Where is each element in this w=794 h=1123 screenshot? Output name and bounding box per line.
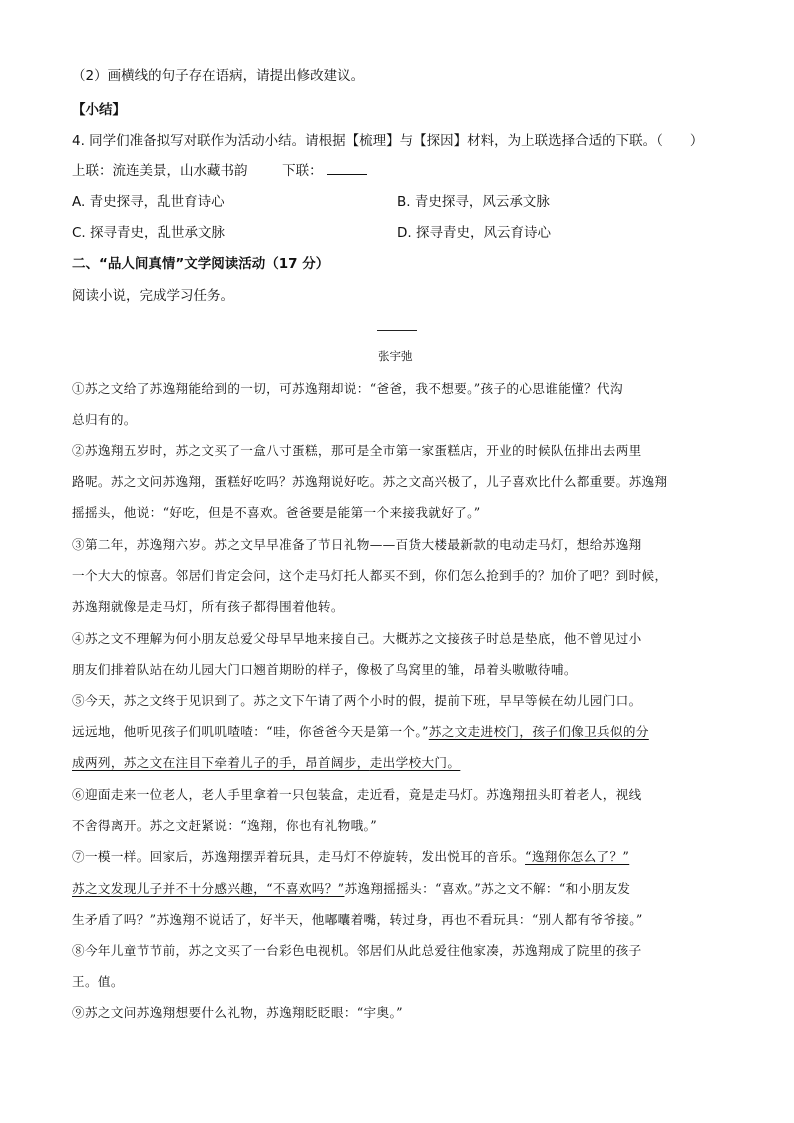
summary-heading: 【小结】 bbox=[72, 102, 126, 118]
underlined-sentence: “逸翔你怎么了？” bbox=[525, 849, 630, 864]
couplet-line bbox=[72, 162, 367, 180]
question-4: 4. 同学们准备拟写对联作为活动小结。请根据【梳理】与【探因】材料，为上联选择合适的下联。（ ） bbox=[72, 133, 704, 149]
option-d: D. 探寻青史，风云育诗心 bbox=[397, 225, 551, 241]
story-paragraph-1: ①苏之文给了苏逸翔能给到的一切，可苏逸翔却说：“爸爸，我不想要。”孩子的心思谁能懂？代沟 bbox=[72, 381, 623, 396]
underlined-sentence: 成两列，苏之文在注目下牵着儿子的手，昂首阔步， bbox=[72, 755, 370, 770]
story-paragraph-7-cont bbox=[72, 880, 630, 898]
story-paragraph-2-cont: 路呢。苏之文问苏逸翔，蛋糕好吃吗？苏逸翔说好吃。苏之文高兴极了，儿子喜欢比什么都重要。苏逸翔 bbox=[72, 474, 668, 489]
question-2: （2）画横线的句子存在语病，请提出修改建议。 bbox=[72, 68, 365, 84]
story-paragraph-4: ④苏之文不理解为何小朋友总爱父母早早地来接自己。大概苏之文接孩子时总是垫底，他不曾见过小 bbox=[72, 631, 642, 646]
underlined-sentence: 走出学校大门。 bbox=[369, 755, 461, 770]
story-paragraph-6: ⑥迎面走来一位老人，老人手里拿着一只包装盒，走近看，竟是走马灯。苏逸翔扭头盯着老人，视线 bbox=[72, 787, 642, 802]
couplet-lower-label: 下联： bbox=[282, 163, 323, 179]
story-paragraph-3-cont: 一个大大的惊喜。邻居们肯定会问，这个走马灯托人都买不到，你们怎么抢到手的？加价了吧？到时候， bbox=[72, 568, 668, 583]
option-a: A. 青史探寻，乱世育诗心 bbox=[72, 194, 225, 210]
story-text: 苏逸翔摇摇头：“喜欢。”苏之文不解：“和小朋友发 bbox=[344, 881, 631, 896]
option-b: B. 青史探寻，风云承文脉 bbox=[397, 194, 550, 210]
answer-blank bbox=[327, 162, 367, 175]
section-two-heading: 二、“品人间真情”文学阅读活动（17 分） bbox=[72, 256, 330, 272]
story-paragraph-5: ⑤今天，苏之文终于见识到了。苏之文下午请了两个小时的假，提前下班，早早等候在幼儿园门口。 bbox=[72, 693, 642, 708]
story-paragraph-3-cont: 苏逸翔就像是走马灯，所有孩子都得围着他转。 bbox=[72, 599, 344, 614]
story-text: 远远地，他听见孩子们叽叽喳喳：“哇，你爸爸今天是第一个。” bbox=[72, 724, 429, 739]
story-paragraph-6-cont: 不舍得离开。苏之文赶紧说：“逸翔，你也有礼物哦。” bbox=[72, 818, 377, 833]
story-paragraph-4-cont: 朋友们排着队站在幼儿园大门口翘首期盼的样子，像极了鸟窝里的雏，昂着头嗷嗷待哺。 bbox=[72, 662, 577, 677]
underlined-sentence: 苏之文走进校门，孩子们像卫兵似的分 bbox=[428, 724, 649, 739]
story-paragraph-2: ②苏逸翔五岁时，苏之文买了一盒八寸蛋糕，那可是全市第一家蛋糕店，开业的时候队伍排出去两里 bbox=[72, 443, 642, 458]
option-c: C. 探寻青史，乱世承文脉 bbox=[72, 225, 226, 241]
story-text: ⑦一模一样。回家后，苏逸翔摆弄着玩具，走马灯不停旋转，发出悦耳的音乐。 bbox=[72, 849, 526, 864]
story-paragraph-8: ⑧今年儿童节节前，苏之文买了一台彩色电视机。邻居们从此总爱往他家凑，苏逸翔成了院里的孩子 bbox=[72, 943, 642, 958]
story-paragraph-1-cont: 总归有的。 bbox=[72, 412, 137, 427]
story-paragraph-3: ③第二年，苏逸翔六岁。苏之文早早准备了节日礼物——百货大楼最新款的电动走马灯，想给苏逸翔 bbox=[72, 537, 642, 552]
story-paragraph-7 bbox=[72, 848, 629, 866]
story-paragraph-5-cont bbox=[72, 723, 649, 741]
story-paragraph-5-cont bbox=[72, 754, 460, 772]
couplet-upper: 上联：流连美景，山水藏书韵 bbox=[72, 163, 248, 179]
underlined-sentence: 苏之文发现儿子并不十分感兴趣，“不喜欢吗？” bbox=[72, 881, 345, 896]
story-paragraph-7-cont: 生矛盾了吗？”苏逸翔不说话了，好半天，他嘟囔着嘴，转过身，再也不看玩具：“别人都有爷爷接。” bbox=[72, 912, 643, 927]
story-paragraph-2-cont: 摇摇头，他说：“好吃，但是不喜欢。爸爸要是能第一个来接我就好了。” bbox=[72, 505, 481, 520]
story-paragraph-8-cont: 王。值。 bbox=[72, 974, 124, 989]
story-author: 张宇弛 bbox=[378, 349, 413, 363]
reading-instruction: 阅读小说，完成学习任务。 bbox=[72, 288, 234, 304]
story-title-blank bbox=[377, 330, 417, 331]
story-paragraph-9: ⑨苏之文问苏逸翔想要什么礼物，苏逸翔眨眨眼：“宇奥。” bbox=[72, 1005, 403, 1020]
